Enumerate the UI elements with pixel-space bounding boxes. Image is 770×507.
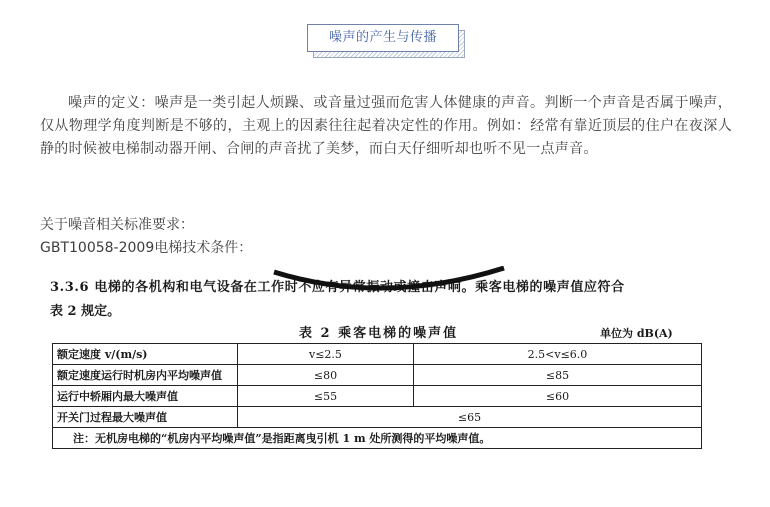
standard-name: GBT10058-2009电梯技术条件： xyxy=(40,240,253,256)
cell-value: ≤80 xyxy=(238,365,414,386)
table-row xyxy=(53,386,702,407)
section-title: 噪声的产生与传播 xyxy=(307,24,459,52)
row-label: 运行中轿厢内最大噪声值 xyxy=(53,386,238,407)
section-title-box xyxy=(307,24,467,57)
cell-value: ≤60 xyxy=(413,386,701,407)
table-row xyxy=(53,365,702,386)
row-label: 额定速度 v/(m/s) xyxy=(53,344,238,365)
clause-text-cont: 表 2 规定。 xyxy=(50,304,121,319)
table-row xyxy=(53,428,702,449)
cell-value: ≤65 xyxy=(238,407,702,428)
row-label: 开关门过程最大噪声值 xyxy=(53,407,238,428)
pen-scribble-mark xyxy=(264,266,524,296)
table-row xyxy=(53,344,702,365)
scanned-standard-excerpt xyxy=(44,270,712,484)
standards-intro: 关于噪音相关标准要求： xyxy=(40,217,194,233)
table-note: 注：无机房电梯的“机房内平均噪声值”是指距离曳引机 1 m 处所测得的平均噪声值。 xyxy=(53,428,702,449)
cell-value: ≤55 xyxy=(238,386,414,407)
table-unit: 单位为 dB(A) xyxy=(600,327,673,340)
table-caption: 表 2 乘客电梯的噪声值 xyxy=(299,326,459,341)
clause-text: 3.3.6 电梯的各机构和电气设备在工作时不应有异常振动或撞击声响。乘客电梯的噪声值应符合 xyxy=(50,280,625,295)
cell-value: ≤85 xyxy=(413,365,701,386)
row-label: 额定速度运行时机房内平均噪声值 xyxy=(53,365,238,386)
cell-value: 2.5<v≤6.0 xyxy=(413,344,701,365)
definition-paragraph: 噪声的定义：噪声是一类引起人烦躁、或音量过强而危害人体健康的声音。判断一个声音是否属于噪声，仅从物理学角度判断是不够的，主观上的因素往往起着决定性的作用。例如：经常有靠近顶层的住户在夜深人静的时候被电梯制动器开闸、合闸的声音扰了美梦，而白天仔细听却也听不见一点声音。 xyxy=(40,95,732,157)
cell-value: v≤2.5 xyxy=(238,344,414,365)
noise-table xyxy=(52,343,702,449)
table-row xyxy=(53,407,702,428)
